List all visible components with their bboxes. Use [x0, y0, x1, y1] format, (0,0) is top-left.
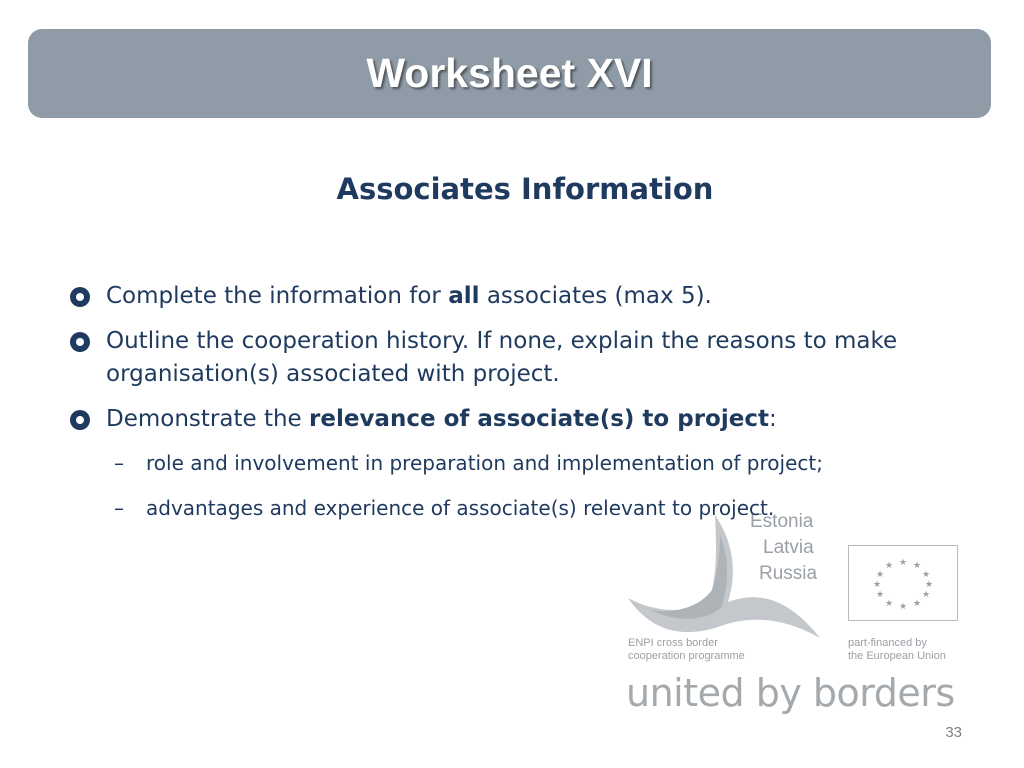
bullet-text: Complete the information for [106, 283, 449, 309]
page-number: 33 [945, 724, 962, 741]
svg-text:★: ★ [875, 570, 885, 580]
sub-bullet-item [70, 493, 980, 524]
bullet-bold-text: all [448, 283, 480, 309]
logo-country-russia: Russia [759, 563, 818, 584]
logo-programme-text [628, 637, 745, 663]
logo-eu-text [848, 637, 946, 663]
logo-country-estonia: Estonia [750, 511, 814, 532]
dash-icon: – [114, 451, 124, 475]
dash-icon: – [114, 496, 124, 520]
bullet-text: Demonstrate the [106, 406, 310, 432]
sub-bullet-text: role and involvement in preparation and implementation of project; [146, 451, 823, 475]
logo-eu-line: part-financed by [848, 637, 927, 649]
svg-text:★: ★ [884, 599, 894, 609]
sub-bullet-item [70, 448, 980, 479]
svg-text:★: ★ [898, 602, 908, 612]
bullet-icon [70, 287, 90, 307]
slide-title: Worksheet XVI [366, 50, 653, 96]
bullet-item [70, 403, 980, 436]
eu-flag-icon [848, 545, 958, 621]
programme-logo [620, 505, 970, 730]
bullet-text: Outline the cooperation history. If none, explain the reasons to make organisation(s) associated with project. [106, 328, 898, 387]
slide-subtitle: Associates Information [336, 172, 714, 206]
sub-bullet-text: advantages and experience of associate(s) relevant to project. [146, 496, 775, 520]
svg-text:★: ★ [921, 570, 931, 580]
bullet-icon [70, 410, 90, 430]
bullet-text: associates (max 5). [479, 283, 712, 309]
logo-programme-line: cooperation programme [628, 650, 745, 662]
svg-text:★: ★ [921, 590, 931, 600]
svg-text:★: ★ [924, 580, 934, 590]
logo-programme-line: ENPI cross border [628, 637, 718, 649]
bullet-bold-text: relevance of associate(s) to project [309, 406, 769, 432]
svg-text:★: ★ [898, 558, 908, 568]
svg-text:★: ★ [912, 561, 922, 571]
bullet-list [70, 280, 980, 538]
bullet-item [70, 280, 980, 313]
svg-text:★: ★ [872, 580, 882, 590]
bullet-icon [70, 332, 90, 352]
svg-text:★: ★ [875, 590, 885, 600]
logo-eu-line: the European Union [848, 650, 946, 662]
svg-text:★: ★ [884, 561, 894, 571]
bullet-text: : [768, 406, 777, 432]
title-bar [28, 29, 991, 118]
logo-country-latvia: Latvia [763, 537, 814, 558]
bullet-item [70, 325, 980, 391]
svg-text:★: ★ [912, 599, 922, 609]
logo-tagline: united by borders [626, 671, 955, 715]
